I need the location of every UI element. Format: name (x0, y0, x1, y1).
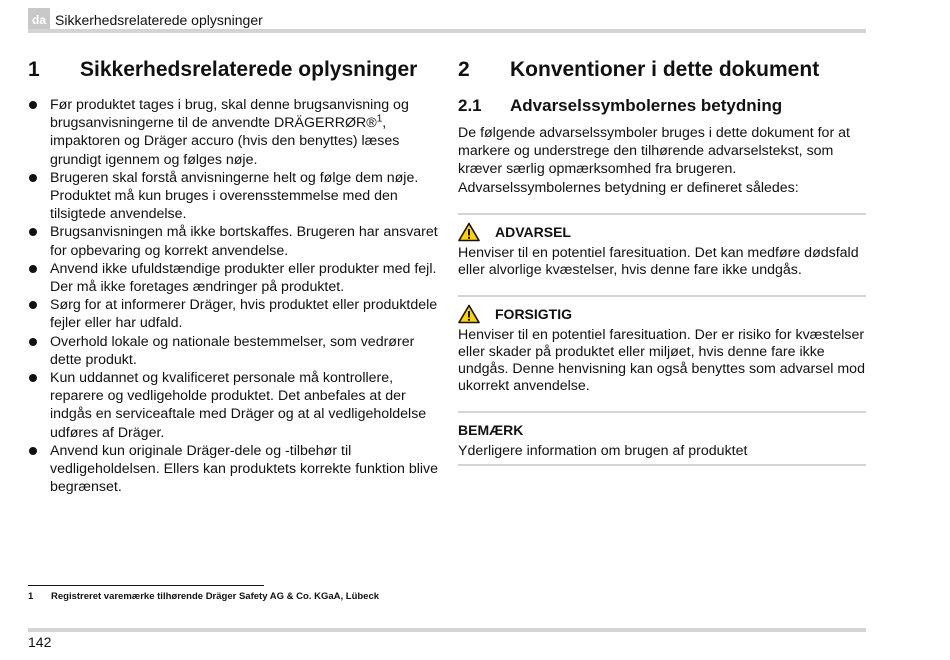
bullet-icon (29, 338, 37, 346)
subsection-number: 2.1 (458, 96, 482, 115)
section-title: Sikkerhedsrelaterede oplysninger (80, 58, 418, 81)
language-badge: da (28, 8, 50, 32)
list-item: Overhold lokale og nationale bestemmelser, som vedrører dette produkt. (28, 333, 438, 369)
footnote-text: Registreret varemærke tilhørende Dräger Safety AG & Co. KGaA, Lübeck (51, 591, 380, 602)
bullet-icon (29, 374, 37, 382)
notice-label: BEMÆRK (458, 421, 524, 438)
bullet-icon (29, 447, 37, 455)
warning-triangle-icon (458, 304, 480, 324)
bullet-icon (29, 174, 37, 182)
running-header (28, 8, 866, 32)
list-item: Kun uddannet og kvalificeret personale må kontrollere, reparere og vedligeholde produktet. Det anbefales at der indgås en serviceaftale med Dräger og at al vedligeholdelse udføres af Dräger. (28, 369, 438, 442)
note-notice (458, 411, 866, 466)
notice-text: Yderligere information om brugen af produktet (458, 442, 748, 459)
subsection-heading (458, 96, 866, 116)
safety-list (28, 96, 438, 496)
section-title: Konventioner i dette dokument (510, 58, 820, 81)
notice-text: Henviser til en potentiel faresituation. Der er risiko for kvæstelser eller skader på produktet eller miljøet, hvis denne fare ikke undgås. Denne henvisning kan også benyttes som advarsel mod ukorrekt anvendelse. (458, 326, 865, 394)
running-header-title: Sikkerhedsrelaterede oplysninger (55, 12, 263, 28)
list-item: Sørg for at informerer Dräger, hvis produktet eller produktdele fejler eller har udfald. (28, 296, 438, 332)
subsection-title: Advarselssymbolernes betydning (510, 96, 783, 115)
footnote-rule (28, 585, 264, 586)
bullet-icon (29, 265, 37, 273)
left-column (28, 58, 438, 496)
right-column (458, 58, 866, 466)
list-item: Anvend kun originale Dräger-dele og -tilbehør til vedligeholdelsen. Ellers kan produktets korrekte funktion blive begrænset. (28, 442, 438, 497)
notice-label: FORSIGTIG (495, 305, 572, 322)
list-item: Brugsanvisningen må ikke bortskaffes. Brugeren har ansvaret for opbevaring og korrekt anvendelse. (28, 223, 438, 259)
footnote-ref[interactable]: 1 (376, 113, 383, 125)
footnote-number: 1 (28, 591, 34, 602)
list-item: Brugeren skal forstå anvisningerne helt og følge dem nøje. Produktet må kun bruges i overensstemmelse med den tilsigtede anvendelse. (28, 169, 438, 224)
bullet-icon (29, 301, 37, 309)
bullet-icon (29, 101, 37, 109)
section-1-heading (28, 58, 438, 82)
notice-label: ADVARSEL (495, 223, 571, 240)
intro-paragraph: De følgende advarselssymboler bruges i dette dokument for at markere og understrege den tilhørende advarselstekst, som kræver særlig opmærksomhed fra brugeren. Advarselssymbolernes betydning er defineret således: (458, 125, 850, 196)
section-2-heading (458, 58, 866, 82)
caution-notice (458, 295, 866, 395)
page-number: 142 (28, 634, 52, 650)
footnote (28, 591, 379, 602)
list-item: Anvend ikke ufuldstændige produkter eller produkter med fejl. Der må ikke foretages ændringer på produktet. (28, 260, 438, 296)
section-number: 2 (458, 58, 470, 81)
bullet-icon (29, 228, 37, 236)
list-item: Før produktet tages i brug, skal denne brugsanvisning og brugsanvisningerne til de anvendte DRÄGERRØR®$^1$, impaktoren og Dräger accuro (hvis den benyttes) læses grundigt igennem og følges nøje. (28, 96, 438, 169)
header-rule (28, 29, 866, 33)
warning-triangle-icon (458, 222, 480, 242)
warning-notice (458, 213, 866, 279)
section-number: 1 (28, 58, 40, 81)
notice-text: Henviser til en potentiel faresituation. Det kan medføre dødsfald eller alvorlige kvæstelser, hvis denne fare ikke undgås. (458, 244, 859, 278)
footer-rule (28, 628, 866, 632)
